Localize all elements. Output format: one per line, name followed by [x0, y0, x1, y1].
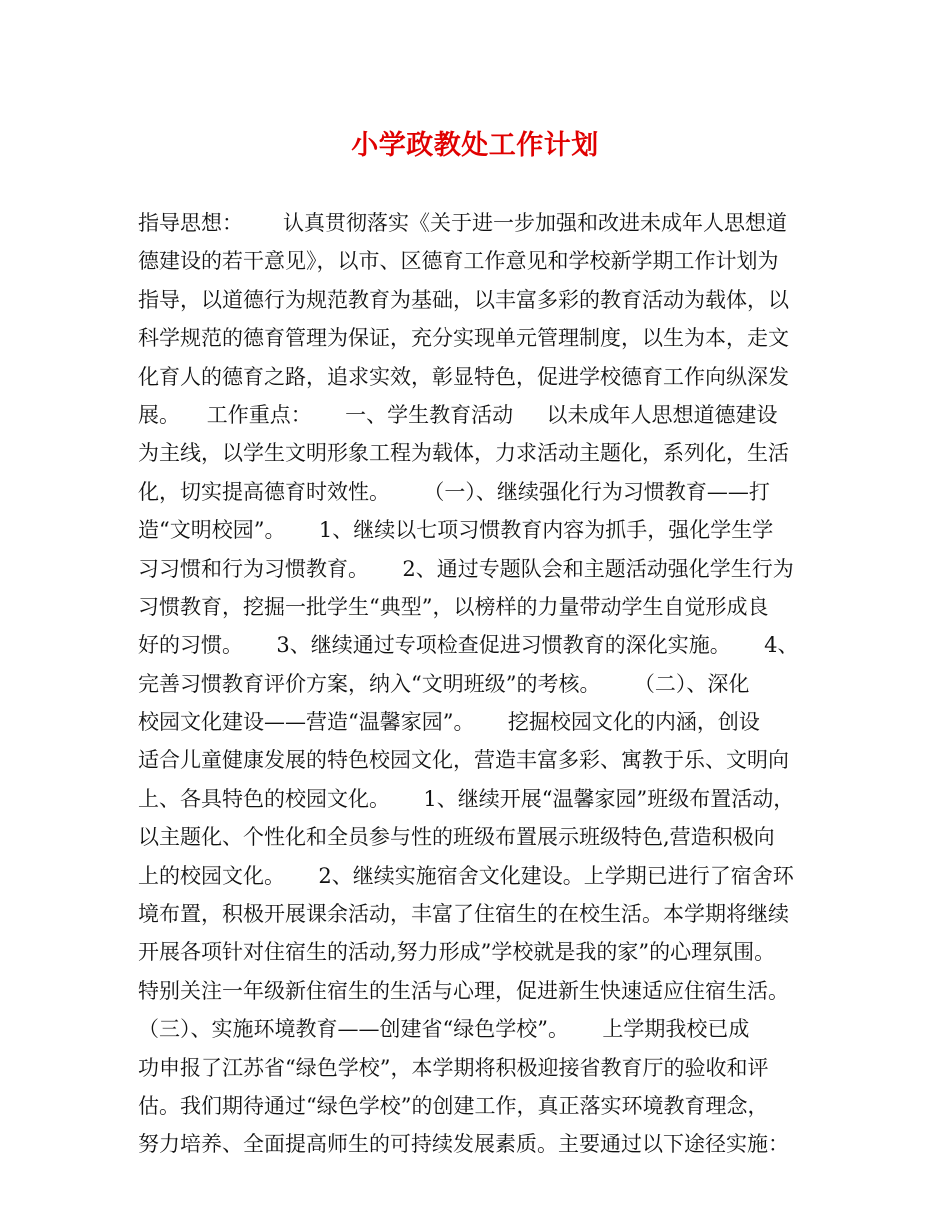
body-line: 科学规范的德育管理为保证，充分实现单元管理制度，以生为本，走文 — [138, 326, 789, 351]
body-line: （三）、实施环境教育——创建省“绿色学校”。 上学期我校已成 — [138, 1017, 750, 1042]
body-line: 德建设的若干意见》，以市、区德育工作意见和学校新学期工作计划为 — [138, 249, 779, 274]
body-line: 努力培养、全面提高师生的可持续发展素质。主要通过以下途径实施： — [138, 1132, 789, 1157]
body-line: 以主题化、个性化和全员参与性的班级布置展示班级特色,营造积极向 — [138, 825, 775, 850]
body-line: 完善习惯教育评价方案，纳入“文明班级”的考核。 （二）、深化 — [138, 671, 750, 696]
body-line: 习习惯和行为习惯教育。 2、通过专题队会和主题活动强化学生行为 — [138, 556, 794, 581]
body-line: 为主线，以学生文明形象工程为载体，力求活动主题化，系列化，生活 — [138, 441, 789, 466]
body-line: 校园文化建设——营造“温馨家园”。 挖掘校园文化的内涵，创设 — [138, 710, 760, 735]
body-line: 指导思想： 认真贯彻落实《关于进一步加强和改进未成年人思想道 — [138, 211, 788, 235]
body-line: 化育人的德育之路，追求实效，彰显特色，促进学校德育工作向纵深发 — [138, 364, 789, 389]
body-line: 估。我们期待通过“绿色学校”的创建工作，真正落实环境教育理念， — [138, 1093, 769, 1118]
body-line: 开展各项针对住宿生的活动,努力形成”学校就是我的家”的心理氛围。 — [138, 940, 776, 965]
body-line: 习惯教育，挖掘一批学生“典型”，以榜样的力量带动学生自觉形成良 — [138, 594, 769, 619]
body-line: 造“文明校园”。 1、继续以七项习惯教育内容为抓手，强化学生学 — [138, 518, 774, 543]
body-line: 好的习惯。 3、继续通过专项检查促进习惯教育的深化实施。 4、 — [138, 633, 799, 658]
body-line: 上、各具特色的校园文化。 1、继续开展“温馨家园”班级布置活动， — [138, 786, 795, 811]
body-line: 特别关注一年级新住宿生的生活与心理，促进新生快速适应住宿生活。 — [138, 978, 789, 1003]
document-title: 小学政教处工作计划 — [351, 130, 599, 161]
document-body — [138, 204, 828, 1164]
body-line: 功申报了江苏省“绿色学校”，本学期将积极迎接省教育厅的验收和评 — [138, 1055, 769, 1080]
body-line: 境布置，积极开展课余活动，丰富了住宿生的在校生活。本学期将继续 — [138, 902, 789, 927]
body-line: 展。 工作重点： 一、学生教育活动 以未成年人思想道德建设 — [138, 402, 778, 427]
body-line: 上的校园文化。 2、继续实施宿舍文化建设。上学期已进行了宿舍环 — [138, 863, 794, 888]
body-line: 化，切实提高德育时效性。 （一）、继续强化行为习惯教育——打 — [138, 479, 770, 504]
body-line: 适合儿童健康发展的特色校园文化，营造丰富多彩、寓教于乐、文明向 — [138, 748, 789, 773]
body-line: 指导，以道德行为规范教育为基础，以丰富多彩的教育活动为载体，以 — [138, 287, 789, 312]
